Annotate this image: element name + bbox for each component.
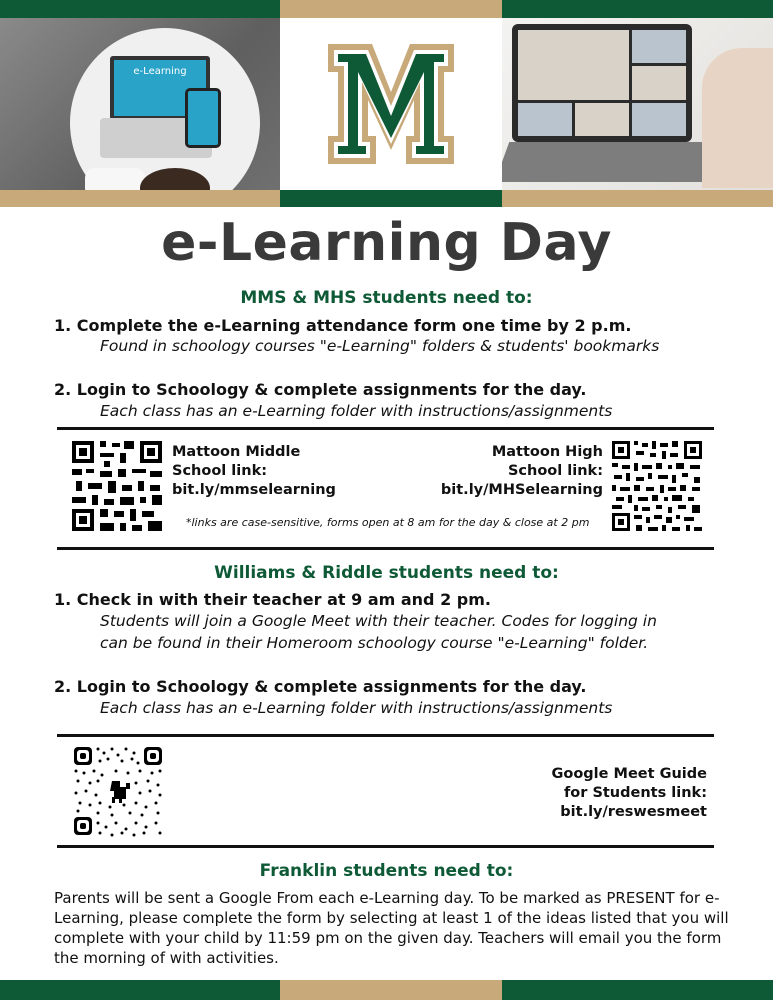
google-meet-link-block: [551, 765, 707, 822]
google-meet-line2: for Students link:: [563, 785, 707, 801]
mms-link-line2: School link:: [172, 463, 268, 479]
google-meet-line1: Google Meet Guide: [551, 766, 707, 782]
mhs-link-line2: School link:: [507, 463, 603, 479]
mattoon-m-logo: [326, 42, 456, 166]
laptop-screen-label: e-Learning: [133, 66, 187, 77]
wr-step-2: 2. Login to Schoology & complete assignments for the day.: [54, 677, 587, 696]
divider: [57, 427, 714, 430]
franklin-body: Parents will be sent a Google From each e-Learning day. To be marked as PRESENT for e-Learning, please complete the form by selecting at least 1 of the ideas listed that you will complete with your child by 11:59 pm on the given day. Teachers will email you the form the morning of with activities.: [54, 889, 729, 967]
video-call-photo: [502, 18, 773, 190]
header-images: [0, 18, 773, 190]
mhs-link-url[interactable]: bit.ly/MHSelearning: [440, 482, 603, 498]
mhs-link-block: [441, 443, 603, 500]
mms-step-2-detail: Each class has an e-Learning folder with instructions/assignments: [100, 402, 613, 420]
google-meet-qr-code: [72, 745, 164, 837]
mms-step-2: 2. Login to Schoology & complete assignments for the day.: [54, 380, 587, 399]
links-note: *links are case-sensitive, forms open at 8 am for the day & close at 2 pm: [186, 516, 590, 529]
franklin-heading: Franklin students need to:: [259, 861, 514, 881]
top-color-stripe: [0, 0, 773, 18]
wr-step-2-detail: Each class has an e-Learning folder with instructions/assignments: [100, 699, 613, 717]
page-title: e-Learning Day: [161, 213, 612, 273]
student-laptop-photo: [0, 18, 280, 190]
divider: [57, 547, 714, 550]
mid-color-stripe: [0, 190, 773, 207]
wr-step-1: 1. Check in with their teacher at 9 am and 2 pm.: [54, 590, 491, 609]
mhs-qr-code: [610, 439, 704, 533]
mms-step-1-detail: Found in schoology courses "e-Learning" folders & students' bookmarks: [100, 337, 660, 355]
mms-link-line1: Mattoon Middle: [172, 444, 301, 460]
williams-riddle-heading: Williams & Riddle students need to:: [214, 563, 559, 583]
mms-mhs-heading: MMS & MHS students need to:: [240, 288, 533, 308]
mms-link-block: [172, 443, 336, 500]
mms-link-url[interactable]: bit.ly/mmselearning: [172, 482, 336, 498]
wr-step-1-detail-line1: Students will join a Google Meet with their teacher. Codes for logging in: [100, 612, 657, 630]
divider: [57, 734, 714, 737]
google-meet-url[interactable]: bit.ly/reswesmeet: [560, 804, 707, 820]
wr-step-1-detail-line2: can be found in their Homeroom schoology course "e-Learning" folder.: [100, 634, 649, 652]
mms-step-1: 1. Complete the e-Learning attendance form one time by 2 p.m.: [54, 316, 632, 335]
school-logo-panel: [280, 18, 502, 190]
mms-qr-code: [70, 439, 164, 533]
divider: [57, 845, 714, 848]
bottom-color-stripe: [0, 980, 773, 1000]
mhs-link-line1: Mattoon High: [491, 444, 603, 460]
